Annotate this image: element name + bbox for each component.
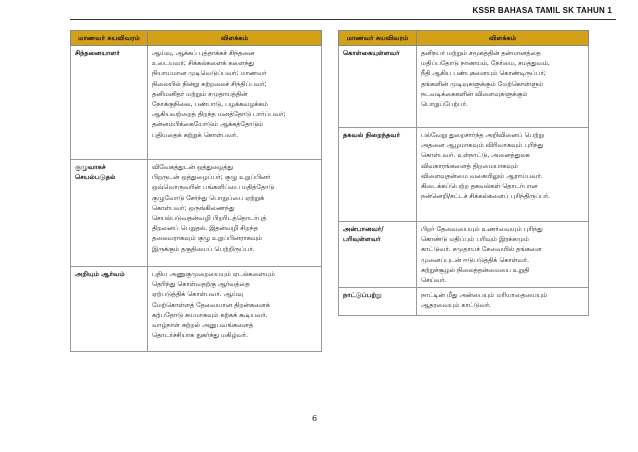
description-line: நிலையில் நின்று கற்றலைச் சிந்திப்பவர்;	[152, 79, 267, 88]
trait-name: கொள்கையுள்ளவர்	[339, 46, 417, 128]
description-line: ஆய்வு, ஆக்கப் புத்தாக்கச் சிந்தனை	[152, 49, 255, 57]
description-line: ஆதரவையும் காட்டுவர்.	[421, 301, 492, 310]
column-header-trait: மாணவர் சுயவிவரம்	[71, 31, 148, 46]
description-line: விளைவுதன்மை வகையிலும் ஆராய்பவர்.	[421, 171, 543, 180]
trait-description	[148, 160, 322, 267]
description-line: தங்களின் முடிவுகளுக்கும் மேற்கொள்ளும்	[421, 79, 544, 88]
trait-description	[148, 46, 322, 160]
description-line: செய்வர்.	[421, 276, 447, 285]
description-line: தனிமனிதர் மற்றும் சமுதாயத்தின்	[152, 89, 248, 98]
description-line: கற்பதோடு சுயமாகவும் கற்கக் கூடியவர்.	[152, 310, 268, 319]
description-line: நியாயமான முடிவெடுப்பவர்; மாணவர்	[152, 69, 267, 78]
trait-name: குழுவாகச் செயல்படுதல்	[71, 160, 148, 267]
description-line: தொடர்ச்சியாக நுகர்ந்து மகிழ்வர்.	[152, 331, 249, 340]
header-divider	[70, 19, 616, 20]
description-line: தன்னம்பிக்கையோடும் ஆக்கத்தோடும்	[152, 120, 264, 129]
description-line: குழுவோடு சேர்ந்து பொறுப்பை ஏற்றுக்	[152, 193, 265, 202]
table-row	[71, 160, 322, 267]
description-line: நடவடிக்கைகளின் விளைவுகளுக்கும்	[421, 89, 528, 98]
description-line: செயல்படுவதன்வழி பிறரிடத்தொடர்புத்	[152, 214, 267, 223]
description-line: நீதி ஆகிய பண்புகளையும் கொண்டிருப்பர்;	[421, 69, 546, 78]
trait-name: தகவல் நிறைந்தவர்	[339, 128, 417, 222]
description-line: விவகாரங்களைத் திறமையாகவும்	[421, 161, 518, 170]
description-line: பிறர் தேவையையும் உணர்வையும் புரிந்து	[421, 225, 543, 233]
description-line: நாட்டின் மீது அன்பையும் மரியாதையையும்	[421, 291, 548, 300]
table-row	[339, 46, 589, 128]
trait-description	[417, 128, 589, 222]
profile-table-right	[338, 30, 589, 316]
column-header-description: விளக்கம்	[417, 31, 589, 46]
description-line: சுற்றுச்சூழல் நிலைத்தன்மையை உறுதி	[421, 265, 530, 274]
description-line: ஆகியவற்றைத் திறந்த மனத்தோடு பார்ப்பவர்;	[152, 110, 286, 119]
table-row	[71, 267, 322, 352]
description-line: முனைப்புடன் ஈடுபடுத்திக் கொள்வர்.	[421, 255, 530, 264]
description-line: வாழ்நாள் கற்றல் அனுபவங்களைத்	[152, 321, 254, 330]
trait-description	[148, 267, 322, 352]
description-line: ஒவ்வொருவரின் பங்களிப்பை மதித்தோடு	[152, 183, 275, 192]
trait-name: சிந்தனையாளர்	[71, 46, 148, 160]
trait-description	[417, 288, 589, 316]
description-line: கிடைக்கப்பெற்ற தகவல்கள் தொடர்பான	[421, 182, 538, 191]
table-row	[339, 288, 589, 316]
description-line: கொள்பவர்; ஒருங்கிணைந்து	[152, 203, 235, 212]
table-row	[339, 222, 589, 288]
description-line: பல்வேறு துறைசார்ந்த அறிவினைப் பெற்று	[421, 131, 544, 139]
document-header-title: KSSR BAHASA TAMIL SK TAHUN 1	[472, 6, 612, 15]
description-line: தெரிந்து கொள்வதற்கு ஆர்வத்தை	[152, 280, 250, 289]
description-line: பிறருடன் ஒத்துழைப்பர்; குழு உறுப்பினர்	[152, 173, 271, 182]
profile-table-left	[70, 30, 322, 352]
trait-name: அறியும் ஆர்வம்	[71, 267, 148, 352]
description-line: உடையவர்; சிக்கல்களைக் களைந்து	[152, 59, 255, 68]
table-header-row	[339, 31, 589, 46]
description-line: புதியதைக் கற்றுக் கொள்பவர்.	[152, 130, 239, 139]
trait-name: நாட்டுப்பற்று	[339, 288, 417, 316]
description-line: கொண்டு மதிப்பும் பரிவும் இரக்கமும்	[421, 235, 529, 244]
description-line: தனிநபர் மற்றும் சமூகத்தின் தன்மானத்தை	[421, 49, 541, 57]
description-line: மேற்கொள்ளத் தேவையான திறன்களைக்	[152, 300, 270, 309]
description-line: அதனை ஆழமாகவும் விரிவாகவும் புரிந்து	[421, 141, 544, 150]
description-line: நோக்குநிலை, பண்பாடு, பழக்கவழக்கம்	[152, 100, 268, 109]
table-row	[339, 128, 589, 222]
trait-description	[417, 222, 589, 288]
description-line: விவேகத்துடன் ஒத்துழைத்து	[152, 163, 233, 171]
table-header-row	[71, 31, 322, 46]
description-line: இருக்கும் தகுதியைப் பெற்றிருப்பர்.	[152, 244, 255, 253]
page-number: 6	[312, 414, 318, 423]
description-line: பொறுப்பேற்பர்.	[421, 100, 468, 109]
description-line: கொள்பவர். உள்நாட்டு, அனைத்துலக	[421, 151, 530, 160]
column-header-trait: மாணவர் சுயவிவரம்	[339, 31, 417, 46]
trait-name: அன்பானவர்/ பரிவுள்ளவர்	[339, 222, 417, 288]
column-header-description: விளக்கம்	[148, 31, 322, 46]
description-line: நன்னெறி/சட்டச் சிக்கல்களைப் புரிந்திருப்பர்.	[421, 192, 551, 201]
description-line: மதிப்பதோடு நாணயம், நேர்மை, சமத்துவம்,	[421, 59, 550, 68]
description-line: திறனைப் பெறுதல். இதன்வழி சிறந்த	[152, 224, 258, 233]
description-line: தலைவராகவும் குழு உறுப்பினராகவும்	[152, 234, 263, 243]
trait-description	[417, 46, 589, 128]
description-line: காட்டுவர். சமுதாயச் சேவையில் தங்களை	[421, 245, 542, 254]
description-line: புதிய அணுகுமுறையையும் ஏடல்களையும்	[152, 270, 275, 278]
description-line: ஏற்படுத்திக் கொள்பவர். ஆய்வு	[152, 290, 244, 299]
table-row	[71, 46, 322, 160]
